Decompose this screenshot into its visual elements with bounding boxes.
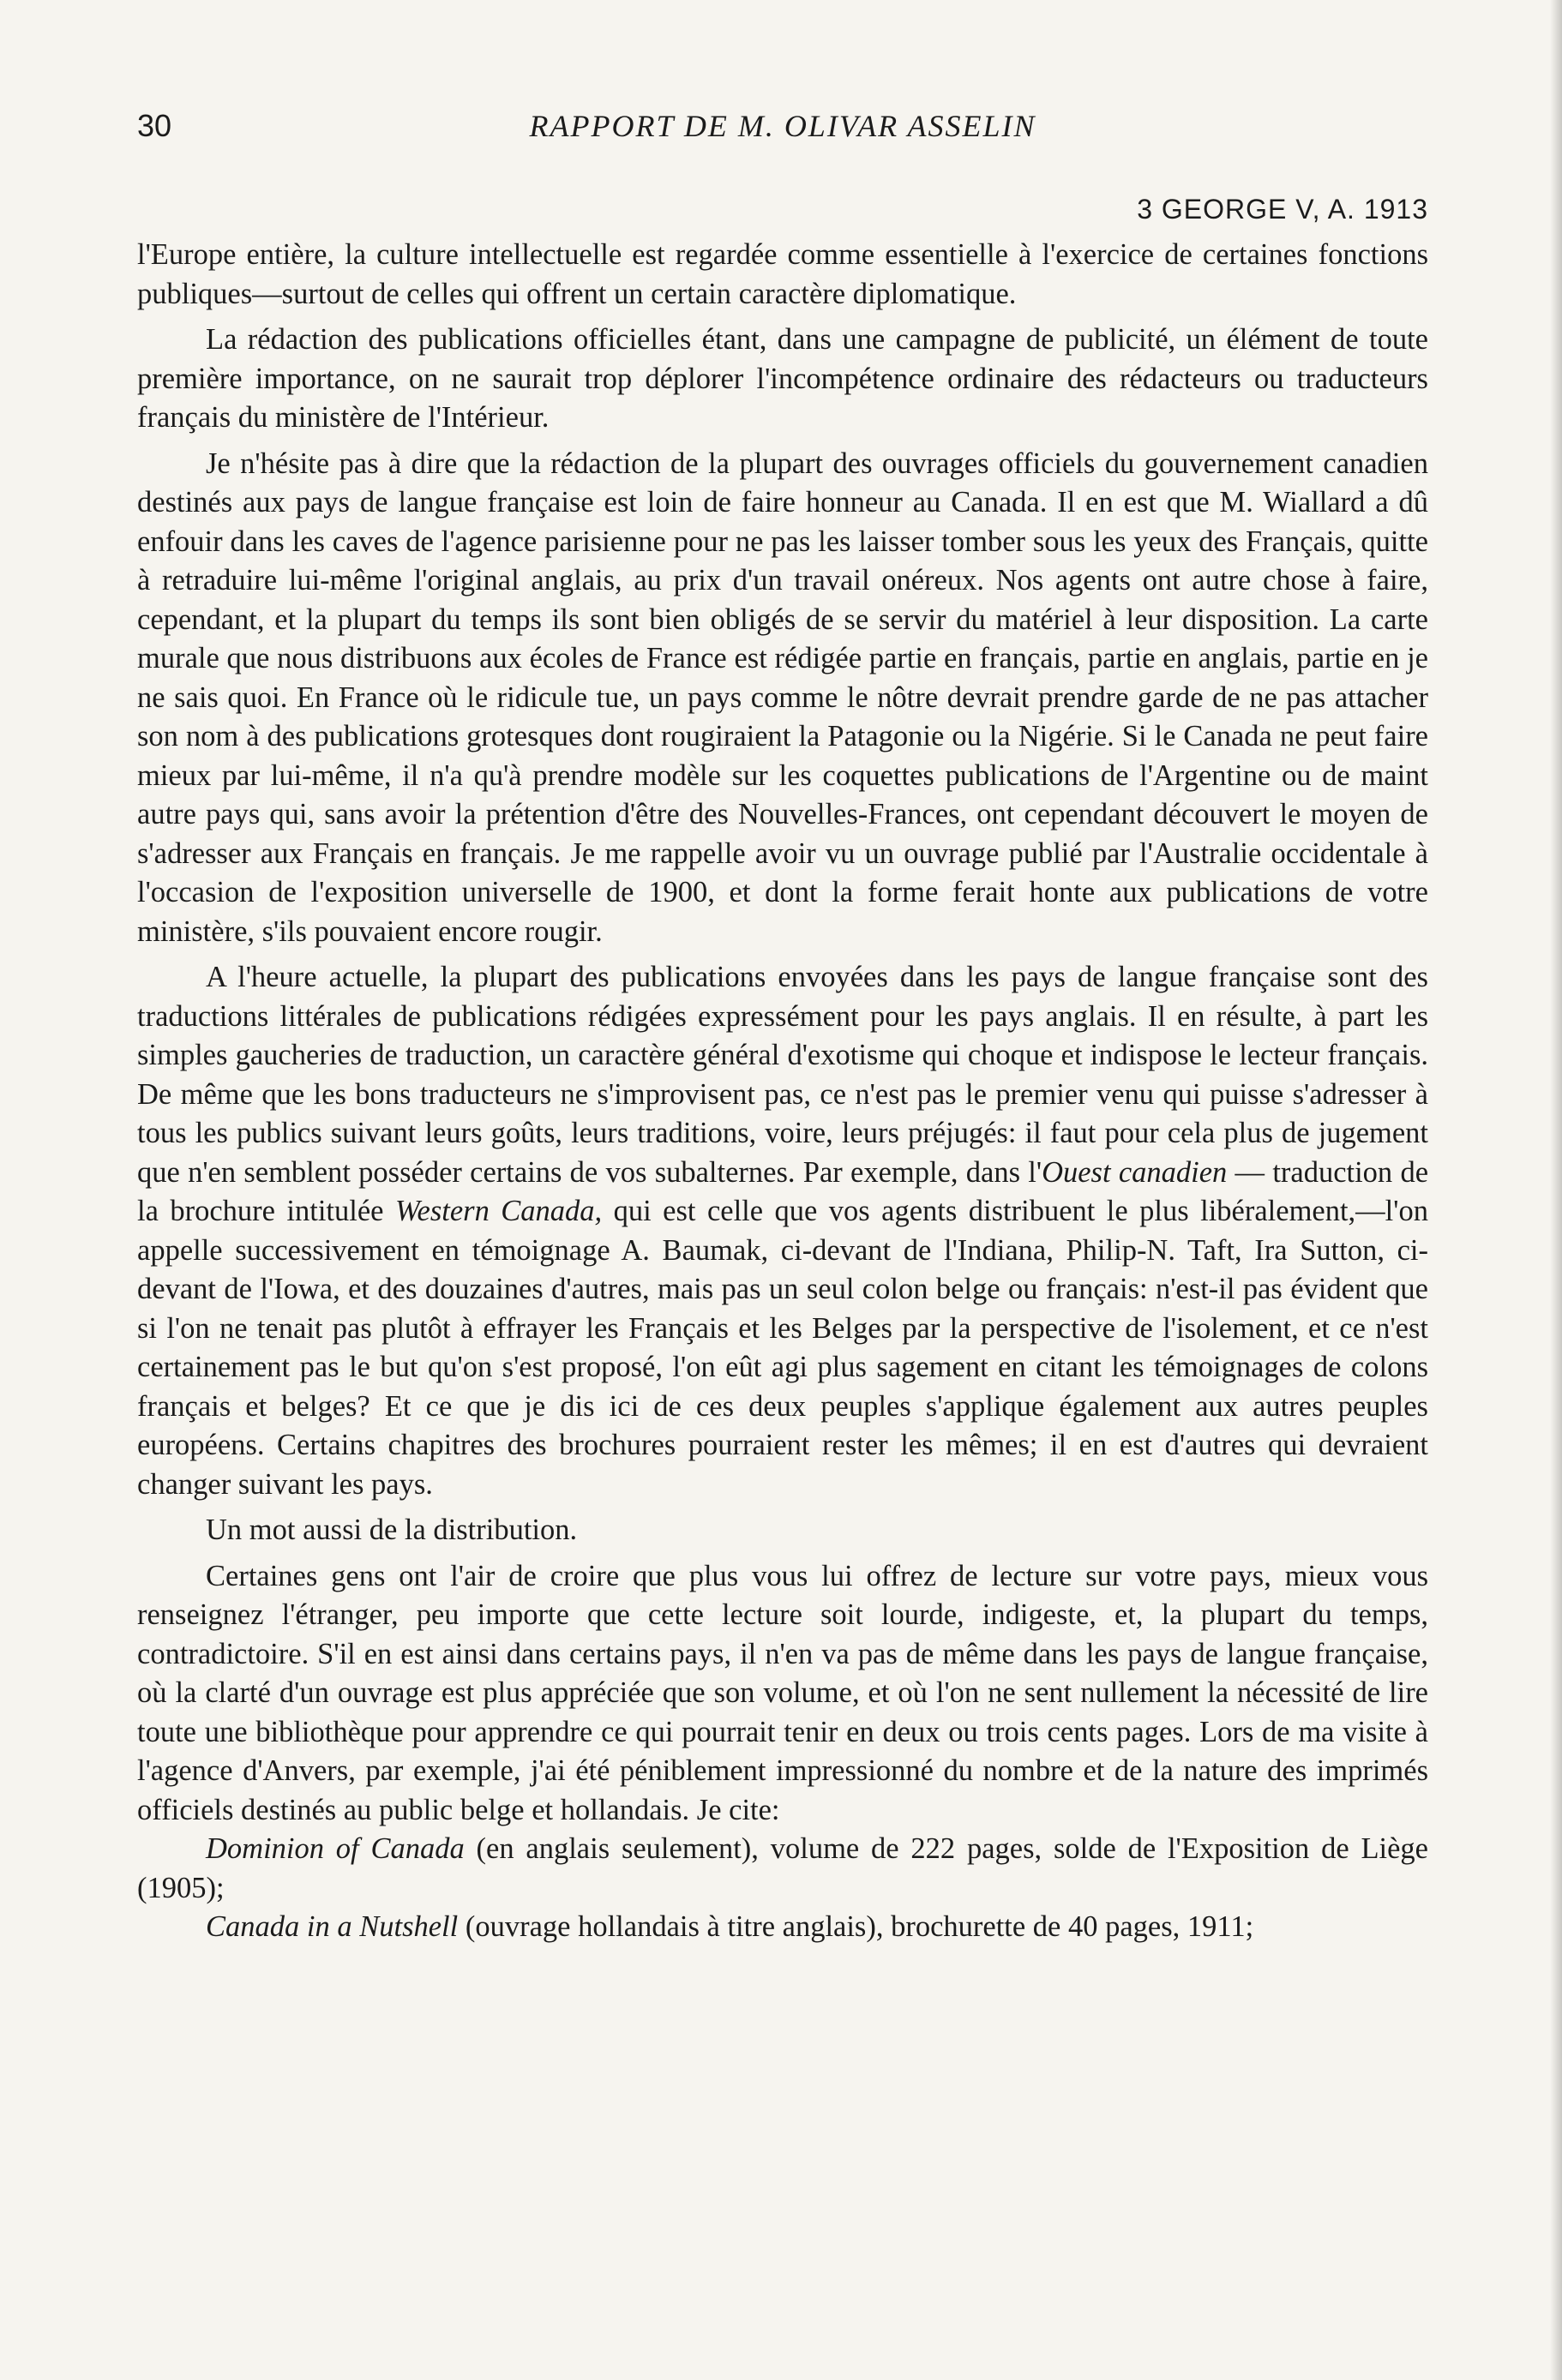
paragraph-3: Je n'hésite pas à dire que la rédaction de la plupart des ouvrages officiels du gouvernement canadien destinés aux pays de langue française est loin de faire honneur au Canada. Il en est que M. Wiallard a dû enfouir dans les caves de l'agence parisienne pour ne pas les laisser tomber sous les yeux des Français, quitte à retraduire lui-même l'original anglais, au prix d'un travail onéreux. Nos agents ont autre chose à faire, cependant, et la plupart du temps ils sont bien obligés de se servir du matériel à leur disposition. La carte murale que nous distribuons aux écoles de France est rédigée partie en français, partie en anglais, partie en je ne sais quoi. En France où le ridicule tue, un pays comme le nôtre devrait prendre garde de ne pas attacher son nom à des publications grotesques dont rougiraient la Patagonie ou la Nigérie. Si le Canada ne peut faire mieux par lui-même, il n'a qu'à prendre modèle sur les coquettes publications de l'Argentine ou de maint autre pays qui, sans avoir la prétention d'être des Nouvelles-Frances, ont cependant découvert le moyen de s'adresser aux Français en français. Je me rappelle avoir vu un ouvrage publié par l'Australie occidentale à l'occasion de l'exposition universelle de 1900, et dont la forme ferait honte aux publications de votre ministère, s'ils pouvaient encore rougir. bbox=[137, 447, 1428, 948]
paragraph-4-text-1: — traduction de la brochure intitulée bbox=[137, 1155, 1429, 1227]
paragraph-2: La rédaction des publications officielles étant, dans une campagne de publicité, un élément de toute première importance, on ne saurait trop déplorer l'incompétence ordinaire des rédacteurs ou traducteurs français du ministère de l'Intérieur. bbox=[137, 323, 1428, 434]
citation-2-title: Canada in a Nutshell bbox=[206, 1910, 459, 1943]
session-label: 3 GEORGE V, A. 1913 bbox=[1137, 194, 1428, 225]
citation-1-text: (en anglais seulement), volume de 222 pages, solde de l'Exposition de Liège (1905); bbox=[137, 1832, 1428, 1904]
citation-1 bbox=[137, 1830, 1428, 1908]
paragraph-4-text-2: qui est celle que vos agents distribuent le plus libéralement,—l'on appelle successivement en témoignage A. Baumak, ci-devant de l'Indiana, Philip-N. Taft, Ira Sutton, ci-devant de l'Iowa, et des douzaines d'autres, mais pas un seul colon belge ou français: n'est-il pas évident que si l'on ne tenait pas plutôt à effrayer les Français et les Belges par la perspective de l'isolement, et ce n'est certainement pas le but qu'on s'est proposé, l'on eût agi plus sagement en citant les témoignages de colons français et belges? Et ce que je dis ici de ces deux peuples s'applique également aux autres peuples européens. Certains chapitres des brochures pourraient rester les mêmes; il en est d'autres qui devraient changer suivant les pays. bbox=[137, 1195, 1428, 1501]
title-western-canada: Western Canada, bbox=[394, 1195, 603, 1227]
citation-2 bbox=[137, 1908, 1428, 1947]
page-number: 30 bbox=[137, 108, 172, 143]
paragraph-5: Un mot aussi de la distribution. bbox=[206, 1514, 578, 1546]
paragraph-6: Certaines gens ont l'air de croire que plus vous lui offrez de lecture sur votre pays, mieux vous renseignez l'étranger, peu importe que cette lecture soit lourde, indigeste, et, la plupart du temps, contradictoire. S'il en est ainsi dans certains pays, il n'en va pas de même dans les pays de langue française, où la clarté d'un ouvrage est plus appréciée que son volume, et où l'on ne sent nullement la nécessité de lire toute une bibliothèque pour apprendre ce qui pourrait tenir en deux ou trois cents pages. Lors de ma visite à l'agence d'Anvers, par exemple, j'ai été péniblement impressionné du nombre et de la nature des imprimés officiels destinés au public belge et hollandais. Je cite: bbox=[137, 1559, 1428, 1826]
paragraph-1: l'Europe entière, la culture intellectuelle est regardée comme essentielle à l'exercice de certaines fonctions publiques—surtout de celles qui offrent un certain caractère diplomatique. bbox=[137, 238, 1428, 310]
paragraph-4 bbox=[137, 958, 1428, 1504]
citation-2-text: (ouvrage hollandais à titre anglais), brochurette de 40 pages, 1911; bbox=[458, 1910, 1254, 1943]
page-header bbox=[137, 108, 1428, 225]
page-edge-shadow bbox=[1550, 0, 1562, 2380]
running-title: RAPPORT DE M. OLIVAR ASSELIN bbox=[529, 109, 1036, 143]
page-body bbox=[137, 236, 1428, 1947]
title-ouest-canadien: Ouest canadien bbox=[1042, 1155, 1228, 1189]
paragraph-4-lead: A l'heure actuelle, la plupart des publications envoyées dans les pays de langue française sont des traductions littérales de publications rédigées expressément pour les pays anglais. Il en résulte, à part les simples gaucheries de traduction, un caractère général d'exotisme qui choque et indispose le lecteur français. De même que les bons traducteurs ne s'improvisent pas, ce n'est pas le premier venu qui puisse s'adresser à tous les publics suivant leurs goûts, leurs traditions, voire, leurs préjugés: il faut pour cela plus de jugement que n'en semblent posséder certains de vos subalternes. Par exemple, dans l' bbox=[137, 961, 1428, 1189]
citation-1-title: Dominion of Canada bbox=[206, 1832, 465, 1865]
